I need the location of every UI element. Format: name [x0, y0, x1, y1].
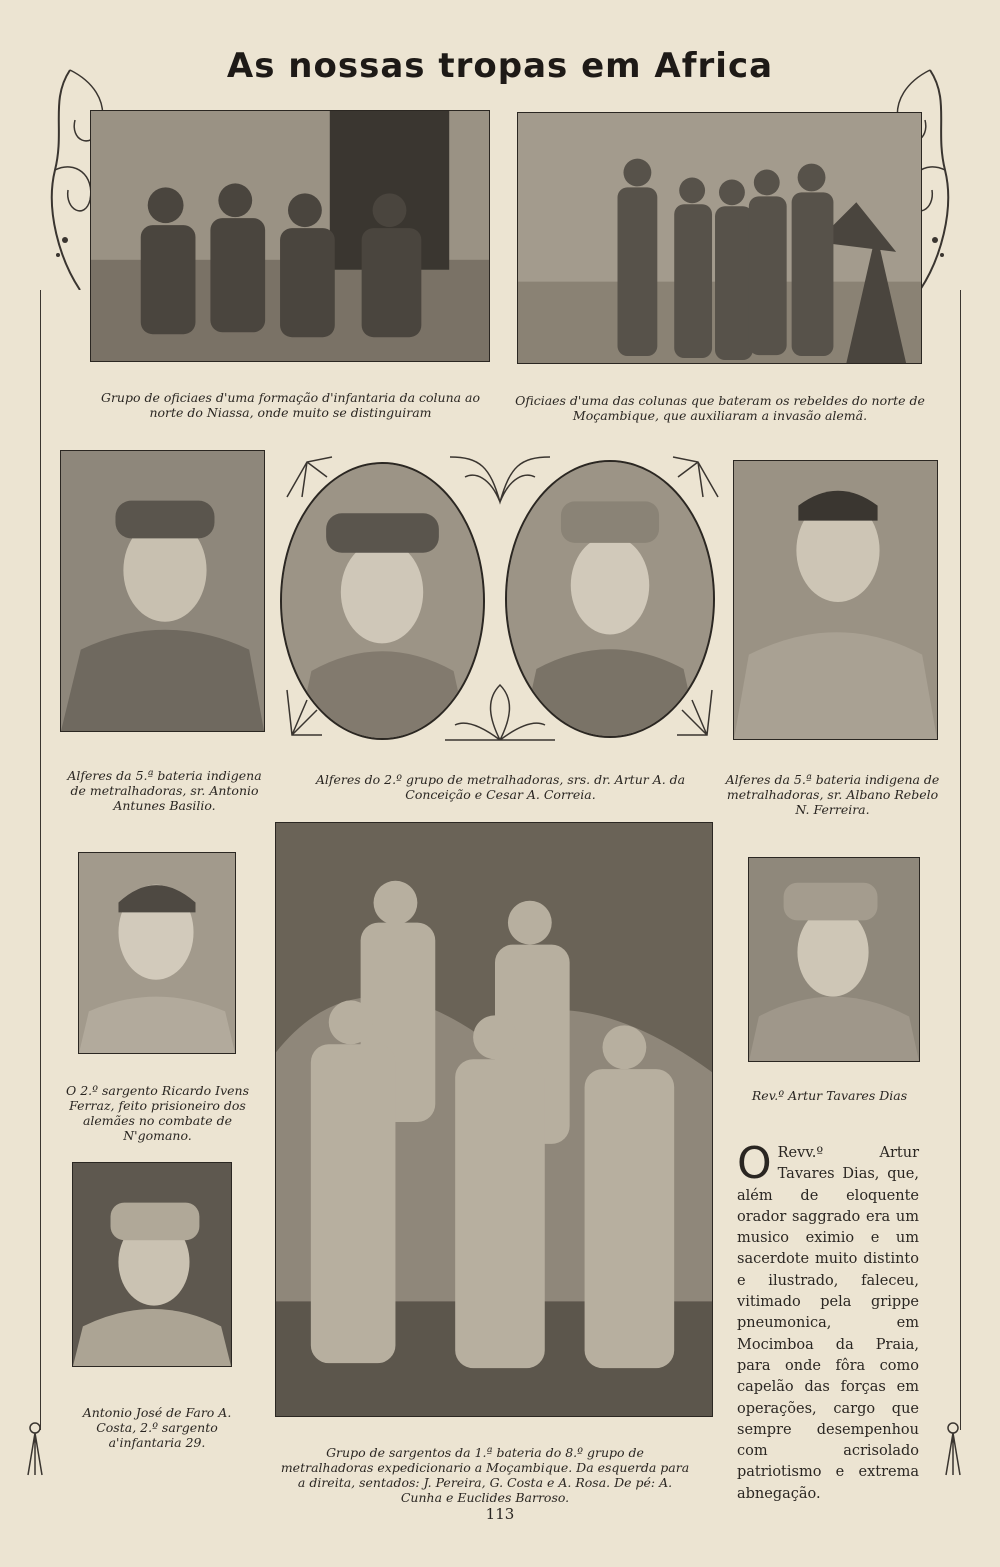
- drop-cap: O: [737, 1138, 772, 1189]
- portrait-dias: [748, 857, 920, 1062]
- article-text-block: [737, 1138, 919, 1505]
- caption-infantry-officers: Grupo de oficiaes d'uma formação d'infantaria da coluna ao norte do Niassa, onde muito se distinguiram: [100, 390, 481, 420]
- photo-infantry-officers: [90, 110, 490, 362]
- caption-ferraz: O 2.º sargento Ricardo Ivens Ferraz, feito prisioneiro dos alemães no combate de N'gomano.: [65, 1083, 249, 1143]
- page-frame-left: [40, 290, 41, 1430]
- portrait-ferreira: [733, 460, 938, 740]
- photo-sergeants-group: [275, 822, 713, 1417]
- portrait-basilio: [60, 450, 265, 732]
- page-number: 113: [485, 1505, 515, 1523]
- photo-column-officers: [517, 112, 922, 364]
- portrait-correia: [505, 460, 715, 738]
- caption-basilio: Alferes da 5.ª bateria indigena de metralhadoras, sr. Antonio Antunes Basilio.: [67, 768, 262, 813]
- caption-costa: Antonio José de Faro A. Costa, 2.º sargento a'infantaria 29.: [82, 1405, 232, 1450]
- caption-sergeants-group: Grupo de sargentos da 1.ª bateria do 8.º grupo de metralhadoras expedicionario a Moçambique. Da esquerda para a direita, sentados: J. Pereira, G. Costa e A. Rosa. De pé: A. Cunha e Euclides Barroso.: [280, 1445, 690, 1505]
- portrait-costa: [72, 1162, 232, 1367]
- caption-ferreira: Alferes da 5.ª bateria indigena de metralhadoras, sr. Albano Rebelo N. Ferreira.: [725, 772, 940, 817]
- caption-column-officers: Oficiaes d'uma das colunas que bateram os rebeldes do norte de Moçambique, que auxiliaram a invasão alemã.: [515, 393, 925, 423]
- tassel-ornament-right-icon: [938, 1420, 968, 1480]
- portrait-conceicao: [280, 462, 485, 740]
- article-text: Revv.º Artur Tavares Dias, que, além de eloquente orador saggrado era um musico eximio e um sacerdote muito distinto e ilustrado, faleceu, vitimado pela grippe pneumonica, em Mocimboa da Praia, para onde fôra como capelão das forças em operações, cargo que sempre desempenhou com acrisolado patriotismo e extrema abnegação.: [737, 1145, 919, 1502]
- caption-dias: Rev.º Artur Tavares Dias: [751, 1088, 908, 1103]
- tassel-ornament-left-icon: [20, 1420, 50, 1480]
- portrait-ferraz: [78, 852, 236, 1054]
- caption-machine-gun-group: Alferes do 2.º grupo de metralhadoras, srs. dr. Artur A. da Conceição e Cesar A. Correia.: [315, 772, 686, 802]
- page-title: As nossas tropas em Africa: [226, 46, 774, 86]
- page-frame-right: [960, 290, 961, 1430]
